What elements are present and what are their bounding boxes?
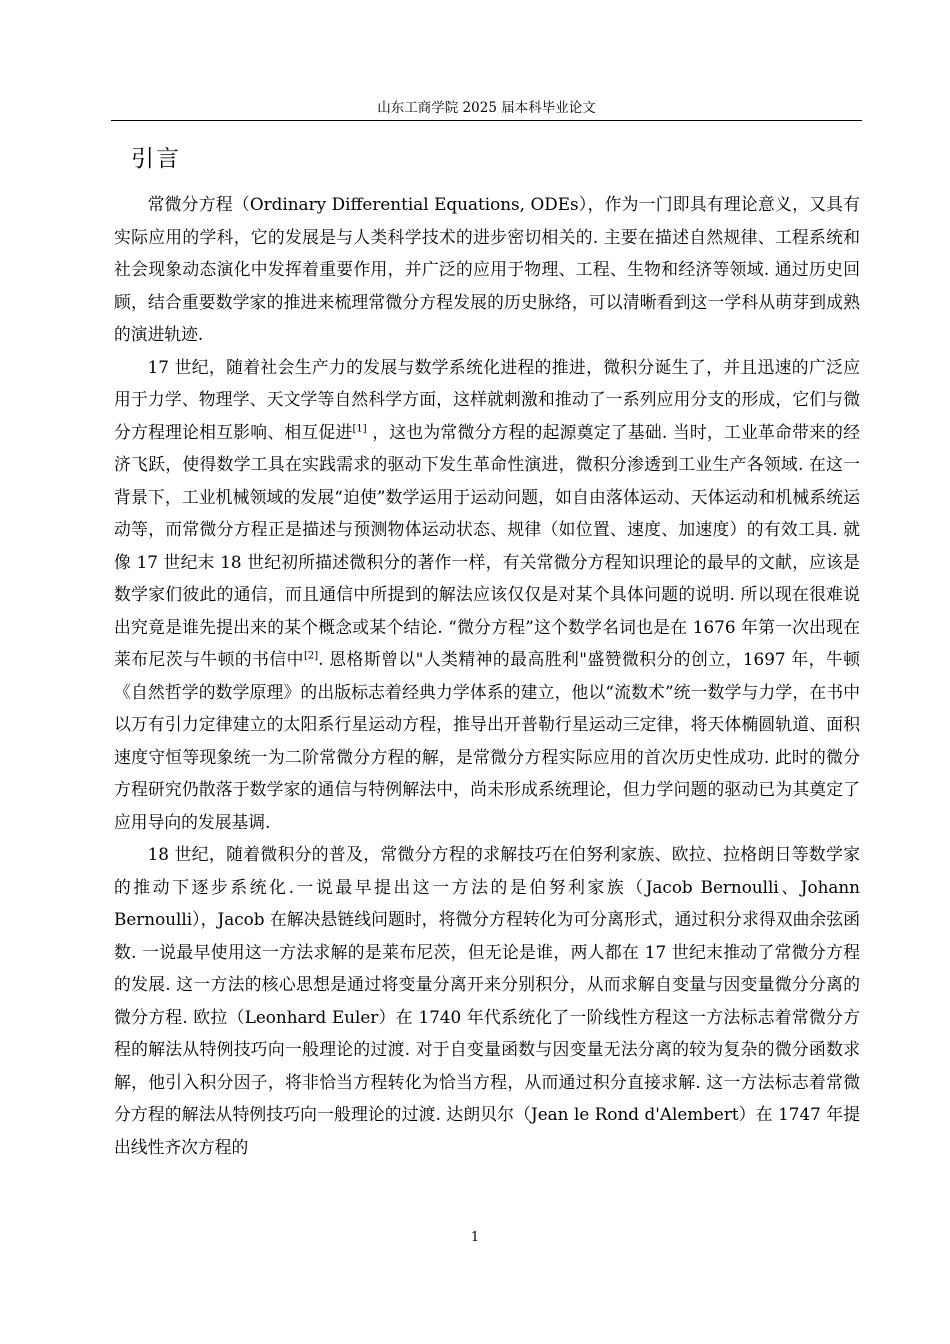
paragraph-1: 常微分方程（Ordinary Differential Equations, ODEs），作为一门即具有理论意义，又具有实际应用的学科，它的发展是与人类科学技术的进步密切相关的. 主要在描述自然规律、工程系统和社会现象动态演化中发挥着重要作用，并广泛的应用于物理、工程、生物和经济等领域. 通过历史回顾，结合重要数学家的推进来梳理常微分方程发展的历史脉络，可以清晰看到这一学科从萌芽到成熟的演进轨迹. xyxy=(114,194,860,344)
citation-2: [2] xyxy=(303,650,319,662)
paragraph-2-text-c: . 恩格斯曾以"人类精神的最高胜利"盛赞微积分的创立，1697 年，牛顿《自然哲学的数学原理》的出版标志着经典力学体系的建立，他以“流数术”统一数学与力学，在书中以万有引力定律建立的太阳系行星运动方程，推导出开普勒行星运动三定律，将天体椭圆轨道、面积速度守恒等现象统一为二阶常微分方程的解，是常微分方程实际应用的首次历史性成功. 此时的微分方程研究仍散落于数学家的通信与特例解法中，尚未形成系统理论，但力学问题的驱动已为其奠定了应用导向的发展基调. xyxy=(114,649,860,832)
paragraph-2-text-a: 17 世纪，随着社会生产力的发展与数学系统化进程的推进，微积分诞生了，并且迅速的广泛应用于力学、物理学、天文学等自然科学方面，这样就刺激和推动了一系列应用分支的形成，它们与微分方程理论相互影响、相互促进 xyxy=(114,356,860,442)
paragraph-2 xyxy=(114,351,860,839)
page-header: 山东工商学院 2025 届本科毕业论文 xyxy=(111,98,862,121)
body-text xyxy=(114,188,860,1163)
citation-1: [1] xyxy=(352,422,367,434)
page-number: 1 xyxy=(470,1230,480,1245)
paragraph-2-text-b: ，这也为常微分方程的起源奠定了基础. 当时，工业革命带来的经济飞跃，使得数学工具在实践需求的驱动下发生革命性演进，微积分渗透到工业生产各领域. 在这一背景下，工业机械领域的发展“迫使”数学运用于运动问题，如自由落体运动、天体运动和机械系统运动等，而常微分方程正是描述与预测物体运动状态、规律（如位置、速度、加速度）的有效工具. 就像 17 世纪末 18 世纪初所描述微积分的著作一样，有关常微分方程知识理论的最早的文献，应该是数学家们彼此的通信，而且通信中所提到的解法应该仅仅是对某个具体问题的说明. 所以现在很难说出究竟是谁先提出来的某个概念或某个结论. “微分方程”这个数学名词也是在 1676 年第一次出现在莱布尼茨与牛顿的书信中 xyxy=(114,421,860,669)
section-title: 引言 xyxy=(131,146,181,172)
paragraph-3: 18 世纪，随着微积分的普及，常微分方程的求解技巧在伯努利家族、欧拉、拉格朗日等数学家的推动下逐步系统化.一说最早提出这一方法的是伯努利家族（Jacob Bernoulli、Johann Bernoulli），Jacob 在解决悬链线问题时，将微分方程转化为可分离形式，通过积分求得双曲余弦函数. 一说最早使用这一方法求解的是莱布尼茨，但无论是谁，两人都在 17 世纪末推动了常微分方程的发展. 这一方法的核心思想是通过将变量分离开来分别积分，从而求解自变量与因变量微分分离的微分方程. 欧拉（Leonhard Euler）在 1740 年代系统化了一阶线性方程这一方法标志着常微分方程的解法从特例技巧向一般理论的过渡. 对于自变量函数与因变量无法分离的较为复杂的微分函数求解，他引入积分因子，将非恰当方程转化为恰当方程，从而通过积分直接求解. 这一方法标志着常微分方程的解法从特例技巧向一般理论的过渡. 达朗贝尔（Jean le Rond d'Alembert）在 1747 年提出线性齐次方程的 xyxy=(114,844,860,1157)
